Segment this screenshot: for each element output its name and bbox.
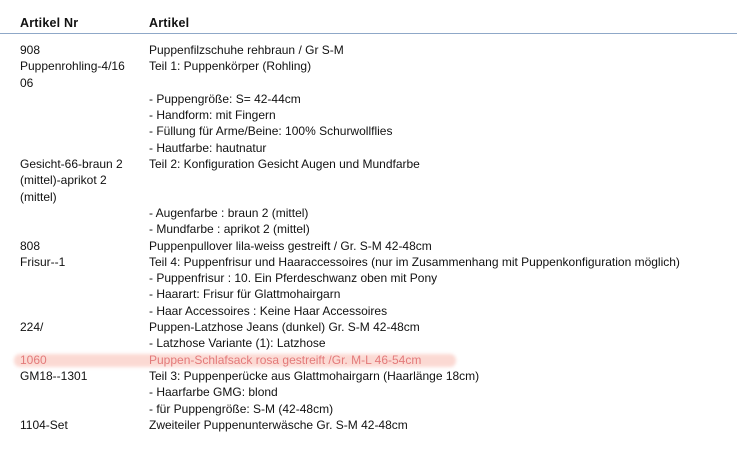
article-description-cell <box>149 156 734 237</box>
article-line: - für Puppengröße: S-M (42-48cm) <box>149 401 334 416</box>
article-line: Puppen-Latzhose Jeans (dunkel) Gr. S-M 42-48cm <box>149 320 420 335</box>
article-line: Teil 1: Puppenkörper (Rohling) <box>149 59 312 74</box>
article-number-cell: 224/ <box>20 320 44 335</box>
article-number-cell: Frisur--1 <box>20 254 66 269</box>
table-header <box>0 0 737 34</box>
article-line: - Augenfarbe : braun 2 (mittel) <box>149 205 309 220</box>
article-number-cell: 1104-Set <box>20 417 68 432</box>
article-description-cell <box>149 352 734 368</box>
blank-line <box>149 172 734 188</box>
article-line: - Puppenfrisur : 10. Ein Pferdeschwanz oben mit Pony <box>149 271 438 286</box>
blank-line <box>149 75 734 91</box>
article-line: Puppen-Schlafsack rosa gestreift /Gr. M-L 46-54cm <box>149 352 422 367</box>
article-line: - Haarfarbe GMG: blond <box>149 385 278 400</box>
article-description-cell <box>149 254 734 319</box>
blank-line <box>149 189 734 205</box>
article-number-cell: Puppenrohling-4/16 06 <box>20 59 125 90</box>
article-line: - Puppengröße: S= 42-44cm <box>149 91 301 106</box>
column-header-artikel-nr: Artikel Nr <box>20 16 79 30</box>
article-line: - Haar Accessoires : Keine Haar Accessoires <box>149 303 388 318</box>
article-description-cell <box>149 319 734 352</box>
article-number-cell: 1060 <box>20 352 47 367</box>
article-line: Puppenfilzschuhe rehbraun / Gr S-M <box>149 43 344 57</box>
article-description-cell <box>149 58 734 156</box>
article-description-cell <box>149 238 734 254</box>
article-number-cell: 908 <box>20 43 41 57</box>
article-line: Puppenpullover lila-weiss gestreift / Gr. S-M 42-48cm <box>149 238 432 253</box>
table-row <box>0 417 737 433</box>
table-row <box>0 319 737 352</box>
article-description-cell <box>149 417 734 433</box>
article-line: Teil 4: Puppenfrisur und Haaraccessoires (nur im Zusammenhang mit Puppenkonfiguration möglich) <box>149 254 680 269</box>
article-line: - Hautfarbe: hautnatur <box>149 140 267 155</box>
table-row <box>0 254 737 319</box>
article-number-cell: 808 <box>20 238 41 253</box>
table-row <box>0 58 737 156</box>
article-description-cell <box>149 42 734 58</box>
article-description-cell <box>149 368 734 417</box>
article-line: Teil 3: Puppenperücke aus Glattmohairgarn (Haarlänge 18cm) <box>149 368 480 383</box>
table-row-highlighted <box>0 352 737 368</box>
article-table-body <box>0 42 737 433</box>
article-line: - Handform: mit Fingern <box>149 108 276 123</box>
article-line: - Füllung für Arme/Beine: 100% Schurwollflies <box>149 124 393 139</box>
article-line: - Haarart: Frisur für Glattmohairgarn <box>149 287 341 302</box>
table-row <box>0 368 737 417</box>
article-line: - Latzhose Variante (1): Latzhose <box>149 336 326 351</box>
column-header-artikel: Artikel <box>149 16 190 30</box>
article-line: - Mundfarbe : aprikot 2 (mittel) <box>149 222 310 237</box>
table-row <box>0 156 737 237</box>
article-line: Teil 2: Konfiguration Gesicht Augen und Mundfarbe <box>149 157 420 172</box>
table-row <box>0 42 737 58</box>
article-line: Zweiteiler Puppenunterwäsche Gr. S-M 42-48cm <box>149 417 408 432</box>
table-row <box>0 238 737 254</box>
article-number-cell: GM18--1301 <box>20 368 88 383</box>
article-number-cell: Gesicht-66-braun 2 (mittel)-aprikot 2 (mittel) <box>20 157 123 204</box>
